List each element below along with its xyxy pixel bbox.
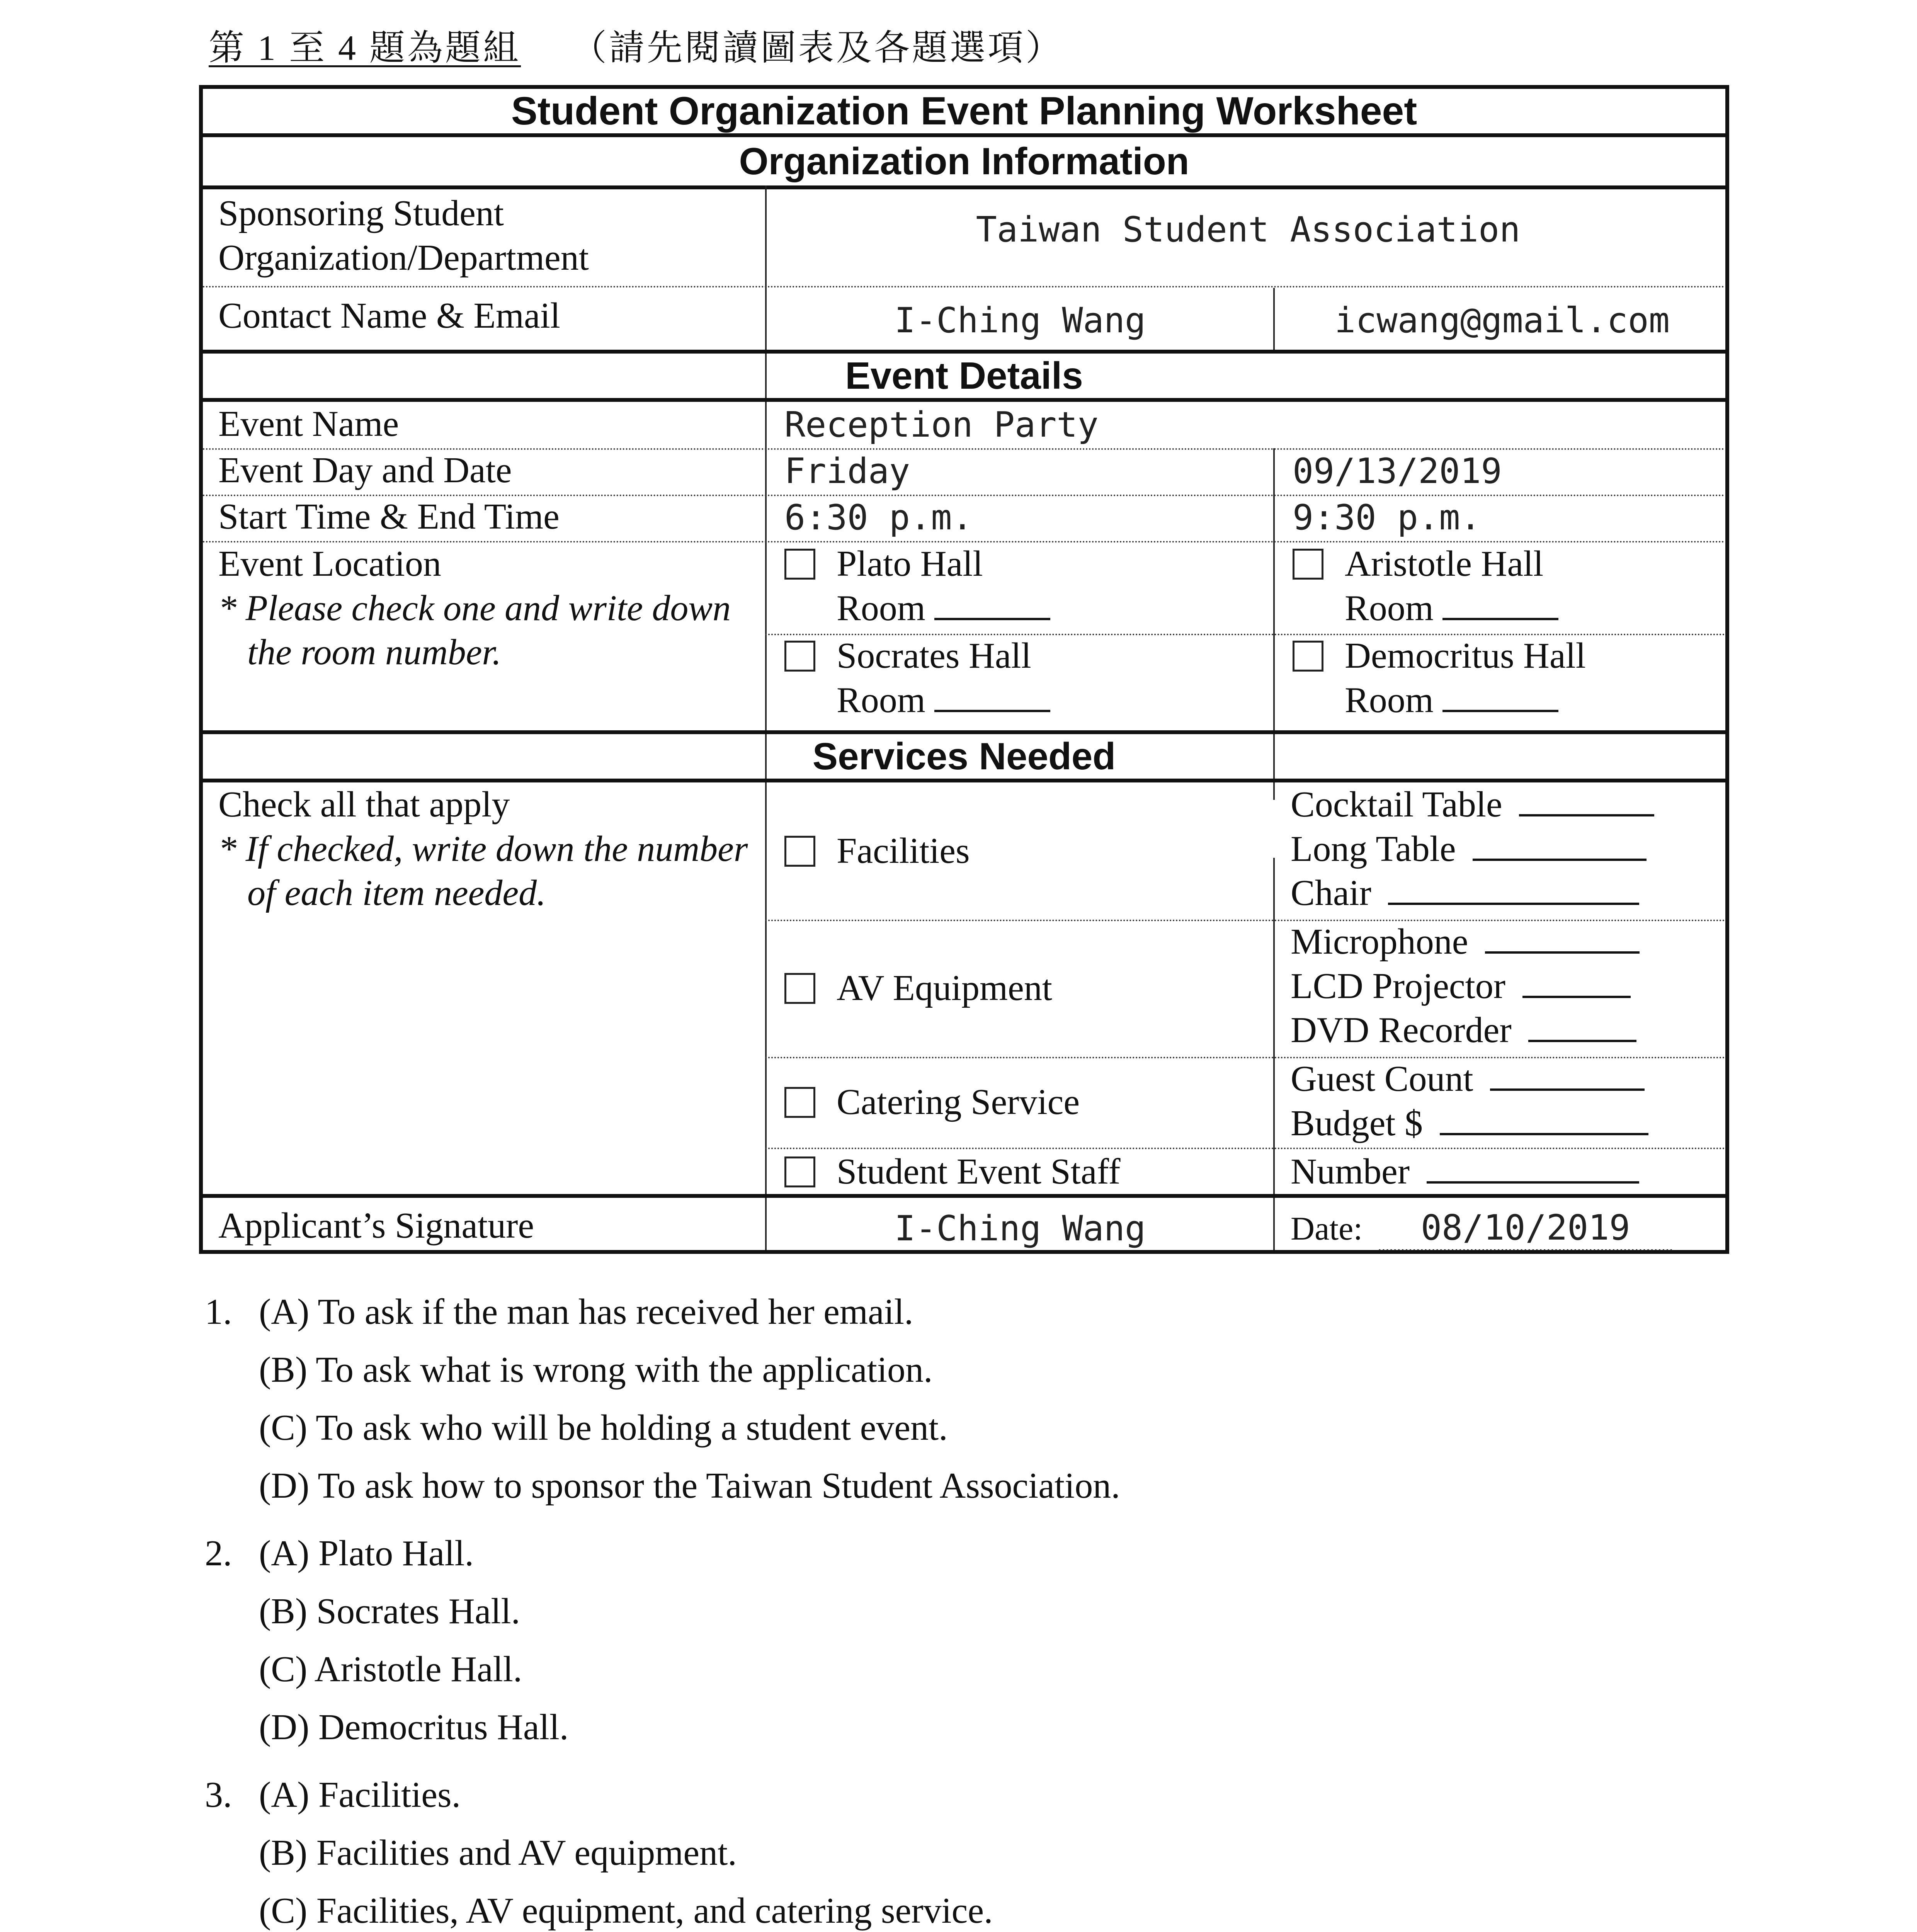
guest-count-blank[interactable]	[1490, 1061, 1645, 1091]
services-label: Check all that apply * If checked, write down the number of each item needed.	[218, 784, 748, 913]
option-a[interactable]: (A) Facilities.	[259, 1775, 461, 1815]
cocktail-table-blank[interactable]	[1519, 787, 1654, 816]
services-heading: Services Needed	[203, 730, 1725, 782]
option-a[interactable]: (A) To ask if the man has received her email.	[259, 1292, 913, 1332]
dvd-recorder-blank[interactable]	[1528, 1013, 1636, 1042]
column-divider	[1273, 858, 1275, 1250]
catering-items: Guest Count Budget $	[1291, 1057, 1648, 1145]
lcd-projector-blank[interactable]	[1522, 969, 1631, 998]
option-d[interactable]: (D) To ask how to sponsor the Taiwan Student Association.	[259, 1466, 1120, 1506]
group-note: （請先閱讀圖表及各題選項）	[571, 28, 1064, 68]
date-label: Date:	[1291, 1210, 1363, 1247]
microphone-blank[interactable]	[1485, 924, 1640, 954]
staff-number-blank[interactable]	[1427, 1154, 1639, 1184]
event-planning-worksheet	[199, 85, 1729, 1254]
plato-room-blank[interactable]	[934, 591, 1050, 620]
question-group-header	[209, 19, 1063, 70]
service-facilities[interactable]: Facilities	[784, 829, 970, 873]
date-value: 08/10/2019	[1379, 1207, 1672, 1251]
hall-option-democritus[interactable]: Democritus Hall Room	[1293, 634, 1586, 722]
question-2	[205, 1524, 1279, 1756]
budget-blank[interactable]	[1440, 1106, 1648, 1135]
question-number: 3.	[205, 1775, 232, 1815]
option-c[interactable]: (C) To ask who will be holding a student event.	[259, 1408, 948, 1448]
facilities-items: Cocktail Table Long Table Chair	[1291, 782, 1654, 915]
event-details-heading: Event Details	[203, 350, 1725, 402]
option-d[interactable]: (D) Democritus Hall.	[259, 1707, 569, 1747]
signature-divider	[203, 1194, 1725, 1198]
column-divider	[765, 185, 767, 1250]
questions	[205, 1283, 1279, 1932]
event-date-value: 09/13/2019	[1293, 451, 1502, 492]
democritus-room-blank[interactable]	[1442, 683, 1558, 712]
option-b[interactable]: (B) To ask what is wrong with the application.	[259, 1350, 933, 1390]
event-day-label: Event Day and Date	[218, 450, 512, 490]
long-table-blank[interactable]	[1473, 832, 1647, 861]
event-name-value: Reception Party	[784, 405, 1099, 445]
facilities-checkbox[interactable]	[784, 836, 815, 867]
hall-option-socrates[interactable]: Socrates Hall Room	[784, 634, 1050, 722]
org-info-heading: Organization Information	[203, 137, 1725, 189]
student-staff-checkbox[interactable]	[784, 1156, 815, 1187]
sponsor-value: Taiwan Student Association	[976, 209, 1521, 250]
option-a[interactable]: (A) Plato Hall.	[259, 1533, 474, 1573]
plato-checkbox[interactable]	[784, 549, 815, 580]
row-divider	[765, 1148, 1725, 1149]
service-av-equipment[interactable]: AV Equipment	[784, 966, 1052, 1010]
contact-label: Contact Name & Email	[218, 296, 560, 336]
socrates-room-blank[interactable]	[934, 683, 1050, 712]
services-note: * If checked, write down the number	[218, 828, 748, 869]
socrates-checkbox[interactable]	[784, 641, 815, 672]
row-divider	[203, 286, 1725, 287]
hall-option-plato[interactable]: Plato Hall Room	[784, 542, 1050, 630]
end-time: 9:30 p.m.	[1293, 497, 1481, 538]
location-note: * Please check one and write down	[218, 588, 731, 628]
sponsor-label: Sponsoring Student Organization/Department	[218, 193, 589, 278]
av-items: Microphone LCD Projector DVD Recorder	[1291, 920, 1640, 1053]
signature-value: I-Ching Wang	[894, 1208, 1146, 1249]
column-divider	[1273, 288, 1275, 352]
service-student-staff[interactable]: Student Event Staff	[784, 1150, 1121, 1194]
option-c[interactable]: (C) Facilities, AV equipment, and catering service.	[259, 1891, 993, 1931]
start-time: 6:30 p.m.	[784, 497, 973, 538]
column-divider	[1273, 448, 1275, 529]
signature-date	[1291, 1207, 1672, 1251]
catering-checkbox[interactable]	[784, 1087, 815, 1118]
location-label: Event Location * Please check one and write down the room number.	[218, 544, 731, 673]
time-label: Start Time & End Time	[218, 497, 560, 537]
aristotle-room-blank[interactable]	[1442, 591, 1558, 620]
chair-blank[interactable]	[1388, 876, 1639, 905]
group-label: 第 1 至 4 題為題組	[209, 28, 521, 68]
option-c[interactable]: (C) Aristotle Hall.	[259, 1649, 522, 1689]
worksheet-title: Student Organization Event Planning Worksheet	[203, 89, 1725, 137]
question-3	[205, 1766, 1279, 1932]
staff-items: Number	[1291, 1150, 1639, 1194]
signature-label: Applicant’s Signature	[218, 1206, 534, 1246]
option-b[interactable]: (B) Facilities and AV equipment.	[259, 1833, 737, 1873]
question-number: 1.	[205, 1292, 232, 1332]
aristotle-checkbox[interactable]	[1293, 549, 1323, 580]
democritus-checkbox[interactable]	[1293, 641, 1323, 672]
service-catering[interactable]: Catering Service	[784, 1080, 1080, 1124]
question-1	[205, 1283, 1279, 1515]
event-name-label: Event Name	[218, 404, 399, 444]
hall-option-aristotle[interactable]: Aristotle Hall Room	[1293, 542, 1558, 630]
av-equipment-checkbox[interactable]	[784, 973, 815, 1004]
event-day-value: Friday	[784, 451, 910, 492]
contact-email: icwang@gmail.com	[1335, 300, 1670, 341]
contact-name: I-Ching Wang	[894, 300, 1146, 341]
option-b[interactable]: (B) Socrates Hall.	[259, 1591, 520, 1631]
question-number: 2.	[205, 1533, 232, 1573]
